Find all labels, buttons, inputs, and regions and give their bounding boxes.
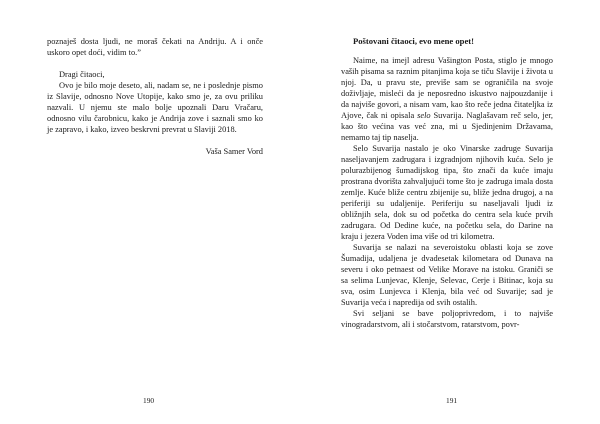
paragraph-text: Naime, na imejl adresu Vašington Posta, stiglo je mnogo vaših pisama sa raznim pitanjima koja se tiču Slavije i života u njoj. Da, u pravu ste, previše sam se ograničila na svoje doživljaje, misleći da je neposredno iskustvo najpouzdanije i da najviše govori, a nisam vam, kao što reče jedna čitateljka iz Ajove, čak ni opisala [341,56,553,120]
paragraph: Ovo je bilo moje deseto, ali, nadam se, ne i poslednje pismo iz Slavije, odnosno Nove Utopije, kako smo je, za ovu priliku nazvali. U njemu ste malo bolje upoznali Daru Vračaru, odnosno vilu čarobnicu, kako je Andrija zove i saznali smo ko je zapravo, i kako, izveo beskrvni prevrat u Slaviji 2018. [47,81,263,134]
right-text-column [341,36,553,330]
paragraph: poznaješ dosta ljudi, ne moraš čekati na Andriju. A i onče uskoro opet doći, vidim to.” [47,37,263,57]
right-page [300,0,600,424]
paragraph-text: Suvarija. Naglašavam reč selo, jer, kao što većina vas već zna, mi u Sjedinjenim Državama, nemamo taj tip naselja. [341,111,554,142]
paragraph: Suvarija se nalazi na severoistoku oblasti koja se zove Šumadija, udaljena je dvadesetak kilometara od Dunava na severu i oko petnaest od Velike Morave na istoku. Graniči se sa selima Lunjevac, Klenje, Selevac, Cerje i Bitinac, koja su sva, osim Lunjevca i Klenja, bila već od Suvarije; sad je Suvarija veća i napredija od svih ostalih. [341,243,553,307]
page-number-right: 191 [446,396,458,405]
left-text-column [47,36,263,157]
paragraph [341,55,553,143]
paragraph-gap [47,58,263,69]
paragraph: Selo Suvarija nastalo je oko Vinarske zadruge Suvarija naseljavanjem zadrugara i izgradnjom njihovih kuća. Selo je polurazbijenog šumadijskog tipa, što znači da kuće imaju prostrana dvorišta zahvaljujući tome što je zadruga imala dosta zemlje. Kuće bliže centru zbijenije su, bliže jedna drugoj, a na periferiji su udaljenije. Periferiju su naseljavali ljudi iz obližnjih sela, dok su od početka do centra sela kuće prvih zadrugara. Od Dedine kuće, na početku sela, do Darine na kraju i jezera Voden ima više od tri kilometra. [341,144,553,241]
signature: Vaša Samer Vord [205,147,263,156]
letter-title: Poštovani čitaoci, evo mene opet! [353,36,475,46]
page-number-left: 190 [143,396,155,405]
paragraph-gap [47,135,263,146]
emphasized-word: selo [417,111,431,120]
paragraph: Svi seljani se bave poljoprivredom, i to najviše vinogradarstvom, ali i stočarstvom, ratarstvom, povr- [341,309,553,329]
greeting: Dragi čitaoci, [59,70,105,79]
